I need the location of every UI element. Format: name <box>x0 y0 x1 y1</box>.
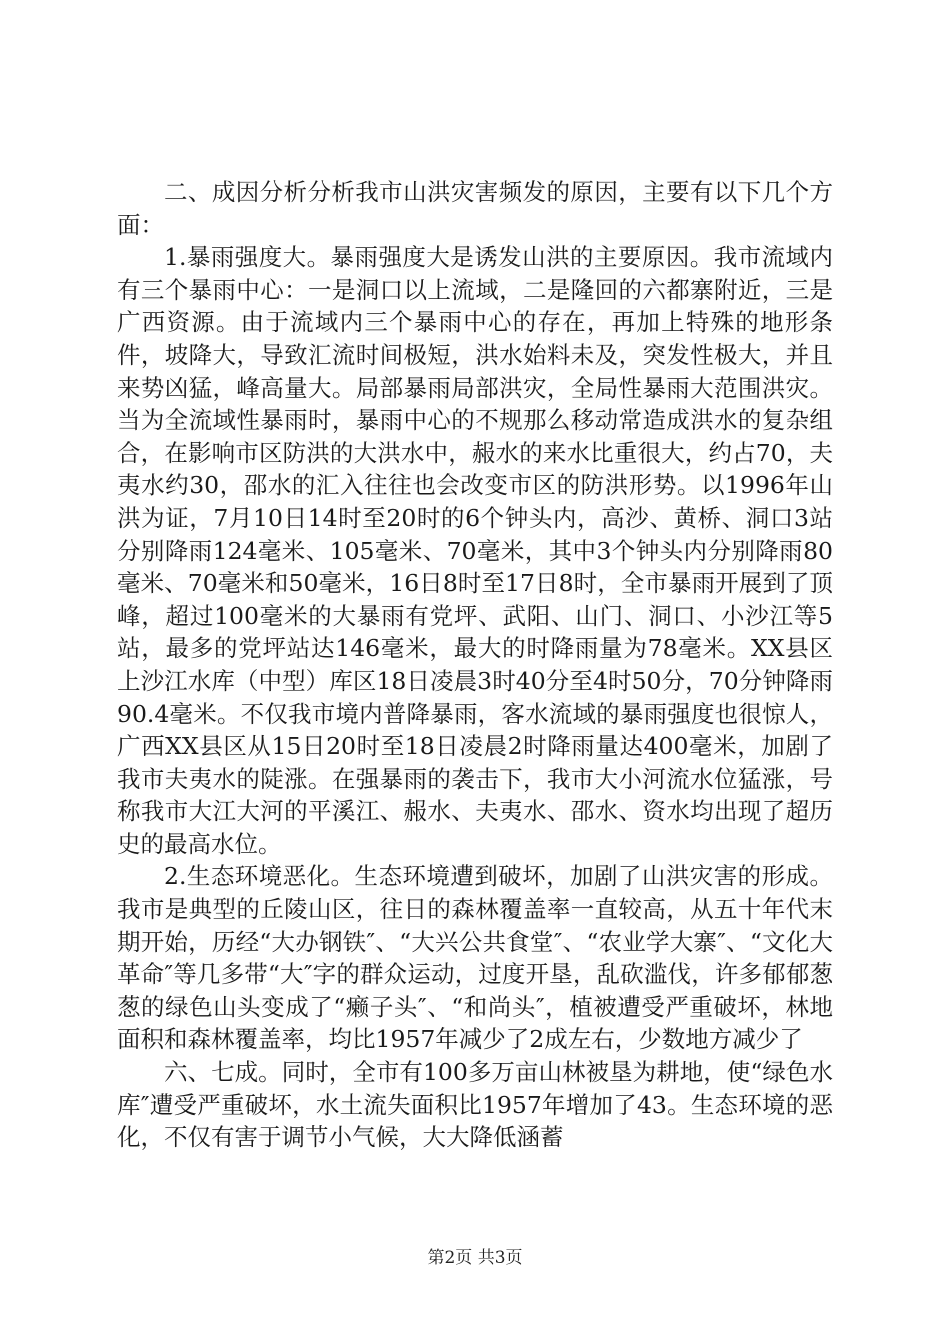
page-number-footer: 第2页 共3页 <box>427 1248 523 1268</box>
paragraph-causes-intro: 二、成因分析分析我市山洪灾害频发的原因，主要有以下几个方面： <box>117 178 833 239</box>
paragraph-ecology-continued: 六、七成。同时，全市有100多万亩山林被垦为耕地，使“绿色水库″遭受严重破坏，水土流失面积比1957年增加了43。生态环境的恶化，不仅有害于调节小气候，大大降低涵蓄 <box>117 1058 833 1152</box>
paragraph-ecology: 2.生态环境恶化。生态环境遭到破坏，加剧了山洪灾害的形成。我市是典型的丘陵山区，往日的森林覆盖率一直较高，从五十年代末期开始，历经“大办钢铁″、“大兴公共食堂″、“农业学大寨″、“文化大革命″等几多带“大″字的群众运动，过度开垦，乱砍滥伐，许多郁郁葱葱的绿色山头变成了“癞子头″、“和尚头″，植被遭受严重破坏，林地面积和森林覆盖率，均比1957年减少了2成左右，少数地方减少了 <box>117 862 833 1054</box>
paragraph-heavy-rain: 1.暴雨强度大。暴雨强度大是诱发山洪的主要原因。我市流域内有三个暴雨中心：一是洞口以上流域，二是隆回的六都寨附近，三是广西资源。由于流域内三个暴雨中心的存在，再加上特殊的地形条件，坡降大，导致汇流时间极短，洪水始料未及，突发性极大，并且来势凶猛，峰高量大。局部暴雨局部洪灾，全局性暴雨大范围洪灾。当为全流域性暴雨时，暴雨中心的不规那么移动常造成洪水的复杂组合，在影响市区防洪的大洪水中，赧水的来水比重很大，约占70，夫夷水约30，邵水的汇入往往也会改变市区的防洪形势。以1996年山洪为证，7月10日14时至20时的6个钟头内，高沙、黄桥、洞口3站分别降雨124毫米、105毫米、70毫米，其中3个钟头内分别降雨80毫米、70毫米和50毫米，16日8时至17日8时，全市暴雨开展到了顶峰，超过100毫米的大暴雨有党坪、武阳、山门、洞口、小沙江等5站，最多的党坪站达146毫米，最大的时降雨量为78毫米。XX县区上沙江水库（中型）库区18日凌晨3时40分至4时50分，70分钟降雨90.4毫米。不仅我市境内普降暴雨，客水流域的暴雨强度也很惊人，广西XX县区从15日20时至18日凌晨2时降雨量达400毫米，加剧了我市夫夷水的陡涨。在强暴雨的袭击下，我市大小河流水位猛涨，号称我市大江大河的平溪江、赧水、夫夷水、邵水、资水均出现了超历史的最高水位。 <box>117 243 833 858</box>
document-body <box>117 176 833 1154</box>
